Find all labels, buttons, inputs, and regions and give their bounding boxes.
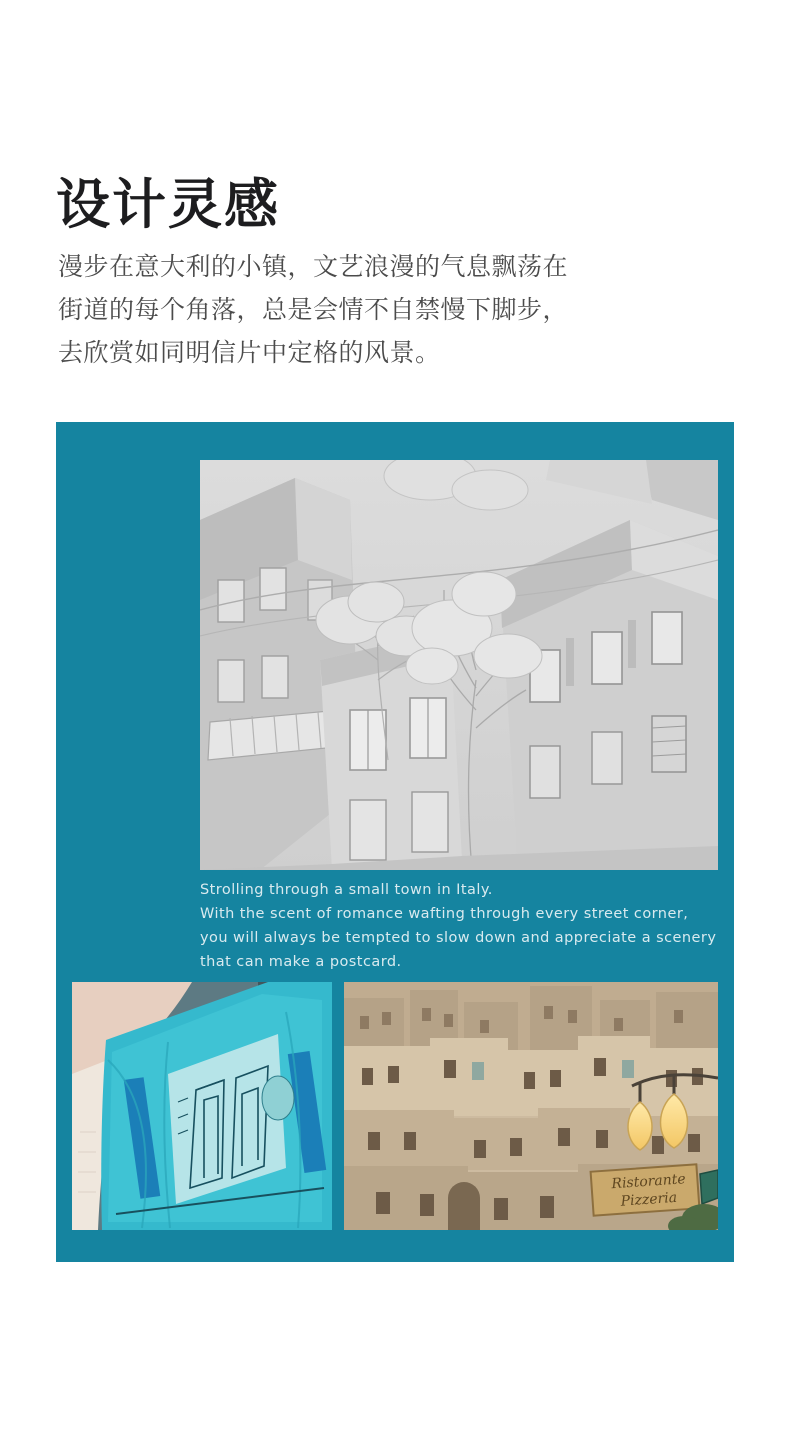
town-photo-graphic	[344, 982, 718, 1230]
town-photo	[344, 982, 718, 1230]
caption-line: With the scent of romance wafting through every street corner,	[200, 906, 689, 922]
intro-paragraph	[58, 245, 718, 374]
caption-line: you will always be tempted to slow down and appreciate a scenery	[200, 930, 717, 946]
page-title: 设计灵感	[56, 173, 280, 237]
intro-line: 去欣赏如同明信片中定格的风景。	[58, 338, 441, 367]
sign-line-1: Ristorante	[610, 1171, 687, 1193]
scarf-photo	[72, 982, 332, 1230]
caption-line: that can make a postcard.	[200, 954, 402, 970]
scarf-photo-graphic	[72, 982, 332, 1230]
sign-line-2: Pizzeria	[620, 1189, 678, 1210]
restaurant-sign	[591, 1164, 700, 1215]
caption-line: Strolling through a small town in Italy.	[200, 882, 493, 898]
illustration-caption	[200, 878, 725, 974]
illustration-image	[200, 460, 718, 870]
illustration-graphic	[200, 460, 718, 870]
intro-line: 街道的每个角落，总是会情不自禁慢下脚步，	[58, 295, 569, 324]
intro-line: 漫步在意大利的小镇，文艺浪漫的气息飘荡在	[58, 252, 569, 281]
